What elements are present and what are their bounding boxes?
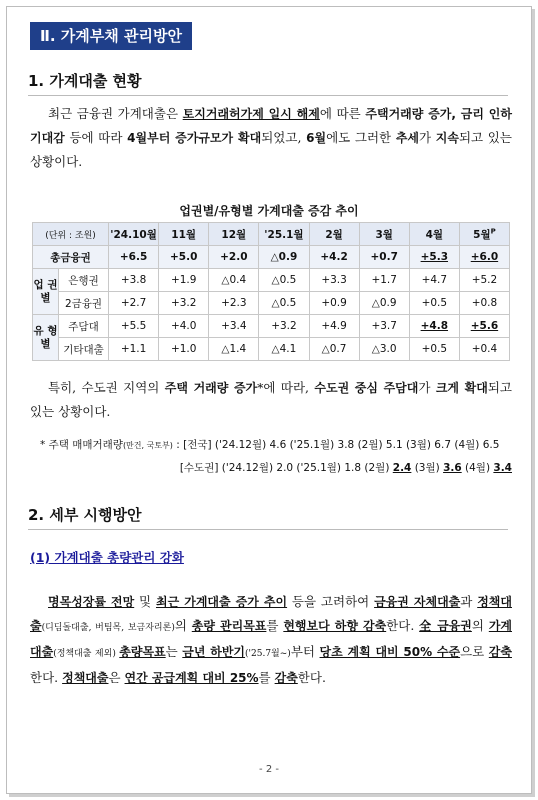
row-label: 총금융권 [33,246,109,269]
footnote-line-metro: [수도권] ('24.12월) 2.0 ('25.1월) 1.8 (2월) 2.4 (3월) 3.6 (4월) 3.4 [179,462,512,474]
table-cell: +3.2 [259,315,309,338]
table-cell: +3.4 [209,315,259,338]
table-cell: △0.5 [259,269,309,292]
group-label: 유 형 별 [33,315,59,361]
table-cell: +1.0 [159,338,209,361]
col-header: '24.10월 [109,223,159,246]
section-title: Ⅱ. 가계부채 관리방안 [30,22,192,50]
table-cell: +4.7 [409,269,459,292]
table-cell: +5.2 [459,269,509,292]
table-cell: +0.4 [459,338,509,361]
table-cell: △0.5 [259,292,309,315]
table-cell: +4.9 [309,315,359,338]
table-cell: △0.9 [359,292,409,315]
section-2-heading: 2. 세부 시행방안 [28,504,508,530]
footnote-line-national: * 주택 매매거래량(만건, 국토부) : [전국] ('24.12월) 4.6 ('25.1월) 3.8 (2월) 5.1 (3월) 6.7 (4월) 6.5 [40,439,500,451]
status-paragraph: 최근 금융권 가계대출은 토지거래허가제 일시 해제에 따른 주택거래량 증가, 금리 인하 기대감 등에 따라 4월부터 증가규모가 확대되었고, 6월에도 그러한 추세가 지속되고 있는 상황이다. [30,106,512,169]
table-cell: △4.1 [259,338,309,361]
row-label: 주담대 [59,315,109,338]
table-cell: +0.5 [409,292,459,315]
table-cell: △0.4 [209,269,259,292]
table-cell: △1.4 [209,338,259,361]
table-row-mortgage [33,315,510,338]
table-cell: +0.7 [359,246,409,269]
table-cell: +5.5 [109,315,159,338]
table-cell: +3.2 [159,292,209,315]
table-cell: +5.6 [459,315,509,338]
table-cell: +2.7 [109,292,159,315]
col-header: 2월 [309,223,359,246]
metro-paragraph: 특히, 수도권 지역의 주택 거래량 증가*에 따라, 수도권 중심 주담대가 크게 확대되고 있는 상황이다. [30,380,512,419]
row-label: 은행권 [59,269,109,292]
table-cell: +5.0 [159,246,209,269]
table-cell: +4.2 [309,246,359,269]
table-cell: +0.9 [309,292,359,315]
table-cell: +5.3 [409,246,459,269]
col-header: '25.1월 [259,223,309,246]
group-label: 업 권 별 [33,269,59,315]
measure-paragraph: 명목성장률 전망 및 최근 가계대출 증가 추이 등을 고려하여 금융권 자체대출과 정책대출(디딤돌대출, 버팀목, 보금자리론)의 총량 관리목표를 현행보다 하향 감축한다. 全 금융권의 가계대출(정책대출 제외) 총량목표는 금년 하반기('25.7월~)부터 당초 계획 대비 50% 수준으로 감축한다. 정책대출은 연간 공급계획 대비 25%를 감축한다. [30,594,512,685]
table-cell: △0.7 [309,338,359,361]
unit-label: (단위 : 조원) [33,223,109,246]
table-cell: +2.3 [209,292,259,315]
loan-trend-table [32,222,510,361]
row-label: 2금융권 [59,292,109,315]
table-cell: +1.1 [109,338,159,361]
table-cell: +0.8 [459,292,509,315]
table-cell: △0.9 [259,246,309,269]
subsection-heading: (1) 가계대출 총량관리 강화 [30,550,184,565]
table-cell: +1.9 [159,269,209,292]
table-cell: +2.0 [209,246,259,269]
table-row-bank [33,269,510,292]
page-number: - 2 - [259,764,279,775]
table-cell: +3.3 [309,269,359,292]
table-cell: +4.0 [159,315,209,338]
col-header: 3월 [359,223,409,246]
col-header: 12월 [209,223,259,246]
table-cell: △3.0 [359,338,409,361]
footnote [40,434,512,479]
table-cell: +0.5 [409,338,459,361]
row-label: 기타대출 [59,338,109,361]
section-1-heading: 1. 가계대출 현황 [28,70,508,96]
table-row-second-tier [33,292,510,315]
table-row-other-loans [33,338,510,361]
table-cell: +3.8 [109,269,159,292]
table-header-row [33,223,510,246]
table-row-total [33,246,510,269]
table-cell: +4.8 [409,315,459,338]
table-cell: +6.0 [459,246,509,269]
col-header: 5월$^P$ [459,223,509,246]
table-cell: +6.5 [109,246,159,269]
col-header: 11월 [159,223,209,246]
table-title: 업권별/유형별 가계대출 증감 추이 [179,204,359,218]
table-cell: +1.7 [359,269,409,292]
table-cell: +3.7 [359,315,409,338]
col-header: 4월 [409,223,459,246]
